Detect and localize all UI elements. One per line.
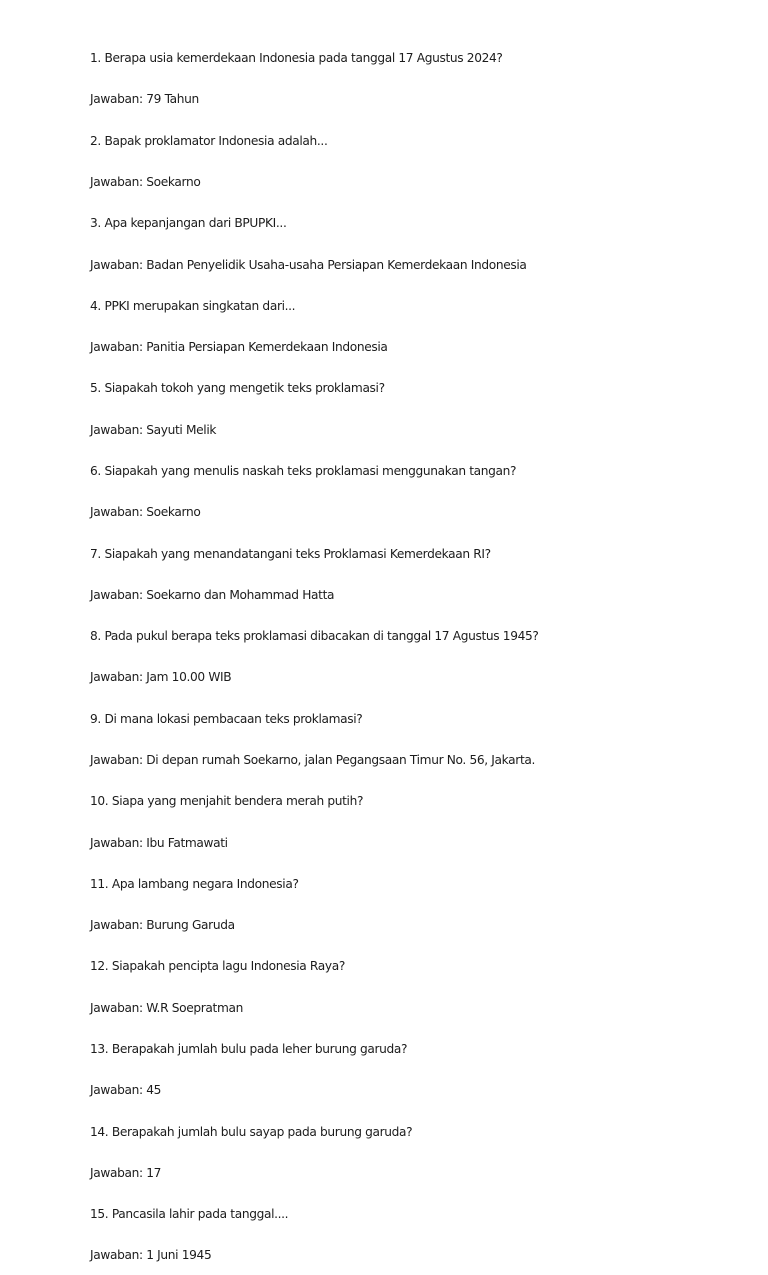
question-10: 10. Siapa yang menjahit bendera merah putih? [90,794,364,809]
answer-13: Jawaban: 45 [90,1083,162,1098]
question-13: 13. Berapakah jumlah bulu pada leher burung garuda? [90,1041,408,1056]
answer-14: Jawaban: 17 [90,1165,162,1180]
answer-8: Jawaban: Jam 10.00 WIB [90,670,232,685]
answer-5: Jawaban: Sayuti Melik [90,422,217,437]
question-8: 8. Pada pukul berapa teks proklamasi dibacakan di tanggal 17 Agustus 1945? [90,629,539,644]
answer-6: Jawaban: Soekarno [90,505,201,520]
question-11: 11. Apa lambang negara Indonesia? [90,876,299,891]
question-3: 3. Apa kepanjangan dari BPUPKI... [90,216,287,231]
answer-11: Jawaban: Burung Garuda [90,918,235,933]
answer-1: Jawaban: 79 Tahun [90,92,199,107]
question-5: 5. Siapakah tokoh yang mengetik teks proklamasi? [90,381,385,396]
question-12: 12. Siapakah pencipta lagu Indonesia Raya? [90,959,345,974]
answer-3: Jawaban: Badan Penyelidik Usaha-usaha Persiapan Kemerdekaan Indonesia [90,257,527,272]
question-14: 14. Berapakah jumlah bulu sayap pada burung garuda? [90,1124,413,1139]
question-6: 6. Siapakah yang menulis naskah teks proklamasi menggunakan tangan? [90,464,517,478]
answer-4: Jawaban: Panitia Persiapan Kemerdekaan Indonesia [90,340,388,355]
question-9: 9. Di mana lokasi pembacaan teks proklamasi? [90,711,363,726]
question-15: 15. Pancasila lahir pada tanggal.... [90,1207,289,1222]
qa-list [90,49,728,1275]
answer-12: Jawaban: W.R Soepratman [90,1000,243,1015]
question-1: 1. Berapa usia kemerdekaan Indonesia pada tanggal 17 Agustus 2024? [90,51,503,66]
answer-15: Jawaban: 1 Juni 1945 [90,1248,212,1263]
answer-9: Jawaban: Di depan rumah Soekarno, jalan Pegangsaan Timur No. 56, Jakarta. [90,752,536,767]
question-7: 7. Siapakah yang menandatangani teks Proklamasi Kemerdekaan RI? [90,546,491,561]
answer-10: Jawaban: Ibu Fatmawati [90,835,228,850]
answer-2: Jawaban: Soekarno [90,175,201,190]
question-2: 2. Bapak proklamator Indonesia adalah... [90,133,328,148]
answer-7: Jawaban: Soekarno dan Mohammad Hatta [90,587,335,602]
question-4: 4. PPKI merupakan singkatan dari... [90,298,296,313]
